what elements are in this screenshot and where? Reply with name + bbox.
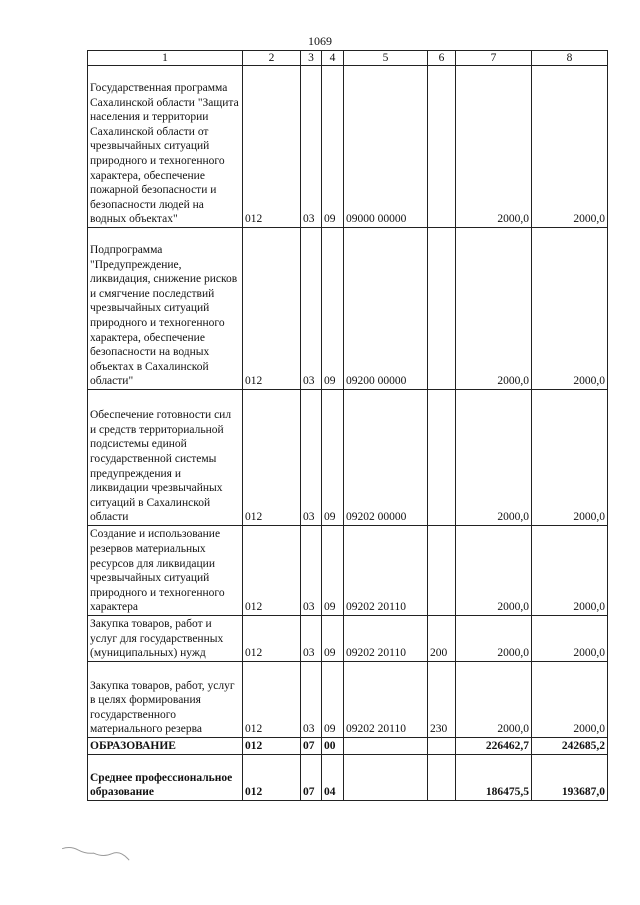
pen-mark-icon	[59, 837, 141, 868]
cell-amount-2: 2000,0	[532, 66, 608, 228]
cell-expense-type: 200	[428, 616, 456, 662]
row-name: Обеспечение готовности сил и средств территориальной подсистемы единой государственной системы предупреждения и ликвидации чрезвычайных ситуаций в Сахалинской области	[88, 390, 243, 526]
cell-expense-type	[428, 66, 456, 228]
table-row	[88, 755, 608, 801]
cell-section: 03	[301, 228, 322, 390]
cell-amount-2: 2000,0	[532, 526, 608, 616]
col-header-1: 1	[88, 51, 243, 66]
cell-target: 09202 20110	[344, 662, 428, 738]
cell-expense-type	[428, 526, 456, 616]
header-row	[88, 51, 608, 66]
table-row	[88, 526, 608, 616]
row-name: Закупка товаров, работ, услуг в целях формирования государственного материального резерва	[88, 662, 243, 738]
table-row	[88, 738, 608, 755]
cell-section: 03	[301, 526, 322, 616]
cell-expense-type: 230	[428, 662, 456, 738]
cell-ministry: 012	[243, 526, 301, 616]
cell-subsection: 09	[322, 390, 344, 526]
row-name: Среднее профессиональное образование	[88, 755, 243, 801]
row-name: Подпрограмма "Предупреждение, ликвидация, снижение рисков и смягчение последствий чрезвычайных ситуаций природного и техногенного характера, обеспечение безопасности на водных объектах в Сахалинской области"	[88, 228, 243, 390]
cell-amount-2: 2000,0	[532, 662, 608, 738]
cell-amount-2: 242685,2	[532, 738, 608, 755]
cell-amount-1: 2000,0	[456, 662, 532, 738]
cell-subsection: 04	[322, 755, 344, 801]
cell-amount-1: 2000,0	[456, 526, 532, 616]
cell-subsection: 00	[322, 738, 344, 755]
cell-target: 09202 20110	[344, 616, 428, 662]
col-header-5: 5	[344, 51, 428, 66]
cell-subsection: 09	[322, 662, 344, 738]
cell-amount-2: 2000,0	[532, 616, 608, 662]
cell-section: 07	[301, 738, 322, 755]
cell-amount-1: 186475,5	[456, 755, 532, 801]
cell-subsection: 09	[322, 616, 344, 662]
cell-amount-2: 2000,0	[532, 390, 608, 526]
cell-amount-1: 2000,0	[456, 66, 532, 228]
col-header-3: 3	[301, 51, 322, 66]
cell-ministry: 012	[243, 738, 301, 755]
cell-target: 09202 00000	[344, 390, 428, 526]
cell-section: 03	[301, 616, 322, 662]
table-row	[88, 662, 608, 738]
cell-ministry: 012	[243, 66, 301, 228]
cell-subsection: 09	[322, 228, 344, 390]
cell-subsection: 09	[322, 66, 344, 228]
cell-amount-1: 2000,0	[456, 228, 532, 390]
cell-section: 03	[301, 662, 322, 738]
row-name: Создание и использование резервов материальных ресурсов для ликвидации чрезвычайных ситуаций природного и техногенного характера	[88, 526, 243, 616]
col-header-6: 6	[428, 51, 456, 66]
cell-amount-1: 226462,7	[456, 738, 532, 755]
col-header-4: 4	[322, 51, 344, 66]
row-name: Государственная программа Сахалинской области "Защита населения и территории Сахалинской области от чрезвычайных ситуаций природного и техногенного характера, обеспечение пожарной безопасности и безопасности людей на водных объектах"	[88, 66, 243, 228]
cell-amount-1: 2000,0	[456, 616, 532, 662]
cell-expense-type	[428, 228, 456, 390]
cell-section: 03	[301, 390, 322, 526]
col-header-2: 2	[243, 51, 301, 66]
cell-ministry: 012	[243, 228, 301, 390]
cell-expense-type	[428, 390, 456, 526]
cell-target	[344, 738, 428, 755]
cell-amount-2: 2000,0	[532, 228, 608, 390]
cell-ministry: 012	[243, 616, 301, 662]
cell-ministry: 012	[243, 755, 301, 801]
table-row	[88, 616, 608, 662]
table-row	[88, 390, 608, 526]
table-row	[88, 66, 608, 228]
cell-target	[344, 755, 428, 801]
cell-target: 09202 20110	[344, 526, 428, 616]
cell-ministry: 012	[243, 662, 301, 738]
budget-table	[87, 50, 608, 801]
cell-amount-2: 193687,0	[532, 755, 608, 801]
cell-subsection: 09	[322, 526, 344, 616]
cell-expense-type	[428, 738, 456, 755]
page-number: 1069	[308, 34, 332, 48]
cell-target: 09200 00000	[344, 228, 428, 390]
col-header-7: 7	[456, 51, 532, 66]
row-name: ОБРАЗОВАНИЕ	[88, 738, 243, 755]
table-row	[88, 228, 608, 390]
cell-section: 03	[301, 66, 322, 228]
cell-amount-1: 2000,0	[456, 390, 532, 526]
col-header-8: 8	[532, 51, 608, 66]
row-name: Закупка товаров, работ и услуг для государственных (муниципальных) нужд	[88, 616, 243, 662]
cell-expense-type	[428, 755, 456, 801]
cell-target: 09000 00000	[344, 66, 428, 228]
cell-ministry: 012	[243, 390, 301, 526]
cell-section: 07	[301, 755, 322, 801]
